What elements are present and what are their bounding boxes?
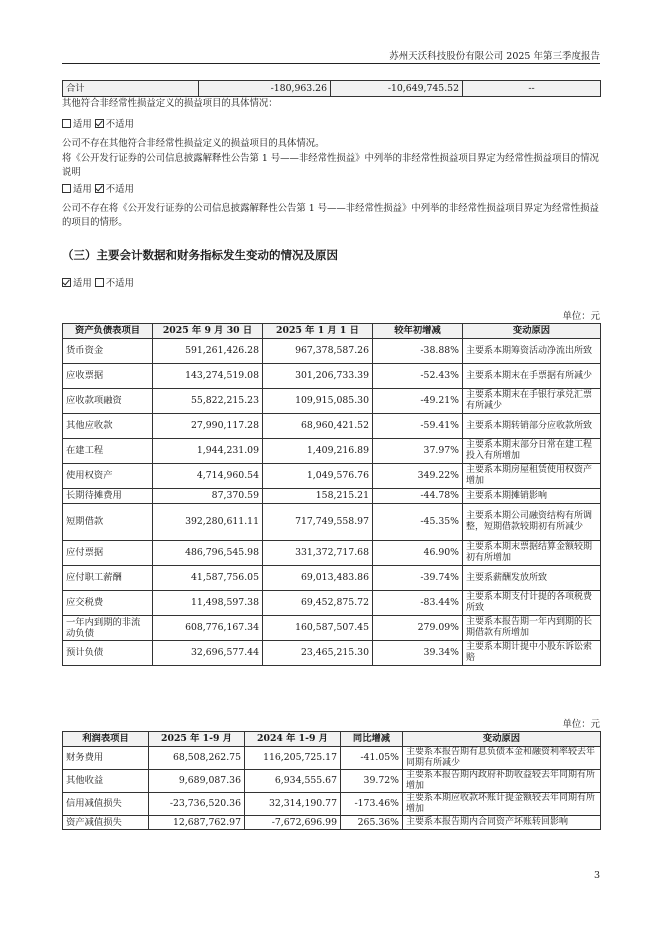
- column-header: 2025 年 1 月 1 日: [263, 324, 373, 339]
- value-cell: 12,687,762.97: [149, 816, 245, 830]
- value-cell: -38.88%: [373, 339, 463, 364]
- value-cell: 486,796,545.98: [153, 541, 263, 566]
- option-label-applicable: 适用: [73, 184, 92, 195]
- value-cell: 32,696,577.44: [153, 641, 263, 666]
- row-label: 其他收益: [63, 770, 149, 793]
- row-label: 其他应收款: [63, 414, 153, 439]
- value-cell: 1,049,576.76: [263, 464, 373, 489]
- change-reason: 主要系本期末部分日常在建工程投入有所增加: [463, 439, 601, 464]
- total-label: 合计: [63, 81, 199, 97]
- row-label: 应交税费: [63, 591, 153, 616]
- note-paragraph-1: 其他符合非经常性损益定义的损益项目的具体情况：: [62, 98, 278, 109]
- column-header: 2024 年 1-9 月: [245, 732, 341, 747]
- change-reason: 主要系本期末在手票据有所减少: [463, 364, 601, 389]
- value-cell: 6,934,555.67: [245, 770, 341, 793]
- value-cell: 68,508,262.75: [149, 747, 245, 770]
- table-row: [63, 793, 601, 816]
- table-row: [63, 81, 601, 97]
- value-cell: 1,409,216.89: [263, 439, 373, 464]
- value-cell: -49.21%: [373, 389, 463, 414]
- row-label: 货币资金: [63, 339, 153, 364]
- change-reason: 主要系本报告期有息负债本金和融资利率较去年同期有所减少: [403, 747, 601, 770]
- table-row: [63, 504, 601, 541]
- row-label: 短期借款: [63, 504, 153, 541]
- table-row: [63, 641, 601, 666]
- value-cell: 87,370.59: [153, 489, 263, 504]
- checkbox-applicable[interactable]: [62, 278, 71, 287]
- value-cell: -45.35%: [373, 504, 463, 541]
- value-cell: 68,960,421.52: [263, 414, 373, 439]
- row-label: 长期待摊费用: [63, 489, 153, 504]
- value-cell: 160,587,507.45: [263, 616, 373, 641]
- table-row: [63, 489, 601, 504]
- change-reason: 主要系本期摊销影响: [463, 489, 601, 504]
- table-row: [63, 541, 601, 566]
- change-reason: 主要系本期末票据结算金额较期初有所增加: [463, 541, 601, 566]
- change-reason: 主要系本报告期一年内到期的长期借款有所增加: [463, 616, 601, 641]
- option-label-not-applicable: 不适用: [105, 119, 134, 130]
- value-cell: 279.09%: [373, 616, 463, 641]
- table-header-row: [63, 324, 601, 339]
- column-header: 2025 年 9 月 30 日: [153, 324, 263, 339]
- value-cell: 116,205,725.17: [245, 747, 341, 770]
- total-row-table: [62, 80, 601, 97]
- change-reason: 主要系本报告期内合同资产坏账转回影响: [403, 816, 601, 830]
- change-reason: 主要系薪酬发放所致: [463, 566, 601, 591]
- total-value-3: --: [463, 81, 601, 97]
- value-cell: 392,280,611.11: [153, 504, 263, 541]
- value-cell: 46.90%: [373, 541, 463, 566]
- column-header: 变动原因: [403, 732, 601, 747]
- row-label: 在建工程: [63, 439, 153, 464]
- value-cell: 69,013,483.86: [263, 566, 373, 591]
- table-row: [63, 339, 601, 364]
- change-reason: 主要系本期房屋租赁使用权资产增加: [463, 464, 601, 489]
- checkbox-not-applicable[interactable]: [95, 278, 104, 287]
- value-cell: 717,749,558.97: [263, 504, 373, 541]
- checkbox-applicable[interactable]: [62, 184, 71, 193]
- table-row: [63, 747, 601, 770]
- value-cell: 265.36%: [341, 816, 403, 830]
- value-cell: -44.78%: [373, 489, 463, 504]
- row-label: 信用减值损失: [63, 793, 149, 816]
- column-header: 利润表项目: [63, 732, 149, 747]
- value-cell: -83.44%: [373, 591, 463, 616]
- income-unit-label: 单位：元: [562, 719, 600, 730]
- table-row: [63, 616, 601, 641]
- column-header: 2025 年 1-9 月: [149, 732, 245, 747]
- value-cell: -173.46%: [341, 793, 403, 816]
- value-cell: 32,314,190.77: [245, 793, 341, 816]
- option-label-not-applicable: 不适用: [105, 184, 134, 195]
- value-cell: 9,689,087.36: [149, 770, 245, 793]
- value-cell: 69,452,875.72: [263, 591, 373, 616]
- column-header: 较年初增减: [373, 324, 463, 339]
- value-cell: 158,215.21: [263, 489, 373, 504]
- table-row: [63, 414, 601, 439]
- header-divider: [62, 63, 600, 64]
- row-label: 应收款项融资: [63, 389, 153, 414]
- change-reason: 主要系本期转销部分应收款所致: [463, 414, 601, 439]
- option-label-applicable: 适用: [73, 119, 92, 130]
- option-label-not-applicable: 不适用: [105, 278, 134, 289]
- table-row: [63, 770, 601, 793]
- column-header: 变动原因: [463, 324, 601, 339]
- option-row-3: [62, 277, 602, 291]
- balance-sheet-table: [62, 323, 601, 666]
- table-row: [63, 816, 601, 830]
- value-cell: 591,261,426.28: [153, 339, 263, 364]
- option-row-2: [62, 183, 602, 197]
- table-header-row: [63, 732, 601, 747]
- value-cell: 301,206,733.39: [263, 364, 373, 389]
- value-cell: 349.22%: [373, 464, 463, 489]
- page-number: 3: [593, 870, 600, 881]
- value-cell: 23,465,215.30: [263, 641, 373, 666]
- value-cell: 41,587,756.05: [153, 566, 263, 591]
- table-row: [63, 566, 601, 591]
- table-row: [63, 591, 601, 616]
- option-row-1: [62, 118, 602, 132]
- table-row: [63, 439, 601, 464]
- value-cell: -23,736,520.36: [149, 793, 245, 816]
- value-cell: 143,274,519.08: [153, 364, 263, 389]
- report-header-title: 苏州天沃科技股份有限公司 2025 年第三季度报告: [389, 51, 600, 62]
- change-reason: 主要系本期筹资活动净流出所致: [463, 339, 601, 364]
- value-cell: 608,776,167.34: [153, 616, 263, 641]
- total-value-2: -10,649,745.52: [331, 81, 463, 97]
- value-cell: 109,915,085.30: [263, 389, 373, 414]
- table-row: [63, 389, 601, 414]
- checkbox-applicable[interactable]: [62, 119, 71, 128]
- section-title: （三）主要会计数据和财务指标发生变动的情况及原因: [62, 248, 338, 262]
- change-reason: 主要系本报告期内政府补助收益较去年同期有所增加: [403, 770, 601, 793]
- change-reason: 主要系本期公司融资结构有所调整，短期借款较期初有所减少: [463, 504, 601, 541]
- column-header: 同比增减: [341, 732, 403, 747]
- value-cell: 11,498,597.38: [153, 591, 263, 616]
- value-cell: -41.05%: [341, 747, 403, 770]
- row-label: 资产减值损失: [63, 816, 149, 830]
- value-cell: 27,990,117.28: [153, 414, 263, 439]
- row-label: 一年内到期的非流动负债: [63, 616, 153, 641]
- value-cell: -52.43%: [373, 364, 463, 389]
- row-label: 应收票据: [63, 364, 153, 389]
- change-reason: 主要系本期应收款坏账计提金额较去年同期有所增加: [403, 793, 601, 816]
- value-cell: 1,944,231.09: [153, 439, 263, 464]
- value-cell: -39.74%: [373, 566, 463, 591]
- checkbox-not-applicable[interactable]: [95, 184, 104, 193]
- total-value-1: -180,963.26: [199, 81, 331, 97]
- checkbox-not-applicable[interactable]: [95, 119, 104, 128]
- note-paragraph-4: 公司不存在将《公开发行证券的公司信息披露解释性公告第 1 号——非经常性损益》中列举的非经常性损益项目界定为经常性损益的项目的情形。: [62, 203, 599, 228]
- value-cell: 37.97%: [373, 439, 463, 464]
- value-cell: 967,378,587.26: [263, 339, 373, 364]
- balance-unit-label: 单位：元: [562, 311, 600, 322]
- value-cell: 55,822,215.23: [153, 389, 263, 414]
- row-label: 使用权资产: [63, 464, 153, 489]
- value-cell: 39.34%: [373, 641, 463, 666]
- row-label: 应付票据: [63, 541, 153, 566]
- note-paragraph-2: 公司不存在其他符合非经常性损益定义的损益项目的具体情况。: [62, 138, 325, 149]
- value-cell: 39.72%: [341, 770, 403, 793]
- change-reason: 主要系本期末在手银行承兑汇票有所减少: [463, 389, 601, 414]
- value-cell: -59.41%: [373, 414, 463, 439]
- option-label-applicable: 适用: [73, 278, 92, 289]
- row-label: 预计负债: [63, 641, 153, 666]
- row-label: 应付职工薪酬: [63, 566, 153, 591]
- row-label: 财务费用: [63, 747, 149, 770]
- income-statement-table: [62, 731, 601, 830]
- change-reason: 主要系本期支付计提的各项税费所致: [463, 591, 601, 616]
- note-paragraph-3: 将《公开发行证券的公司信息披露解释性公告第 1 号——非经常性损益》中列举的非经常性损益项目界定为经常性损益项目的情况说明: [62, 153, 599, 178]
- table-row: [63, 364, 601, 389]
- value-cell: 4,714,960.54: [153, 464, 263, 489]
- value-cell: 331,372,717.68: [263, 541, 373, 566]
- value-cell: -7,672,696.99: [245, 816, 341, 830]
- table-row: [63, 464, 601, 489]
- column-header: 资产负债表项目: [63, 324, 153, 339]
- change-reason: 主要系本期计提中小股东诉讼索赔: [463, 641, 601, 666]
